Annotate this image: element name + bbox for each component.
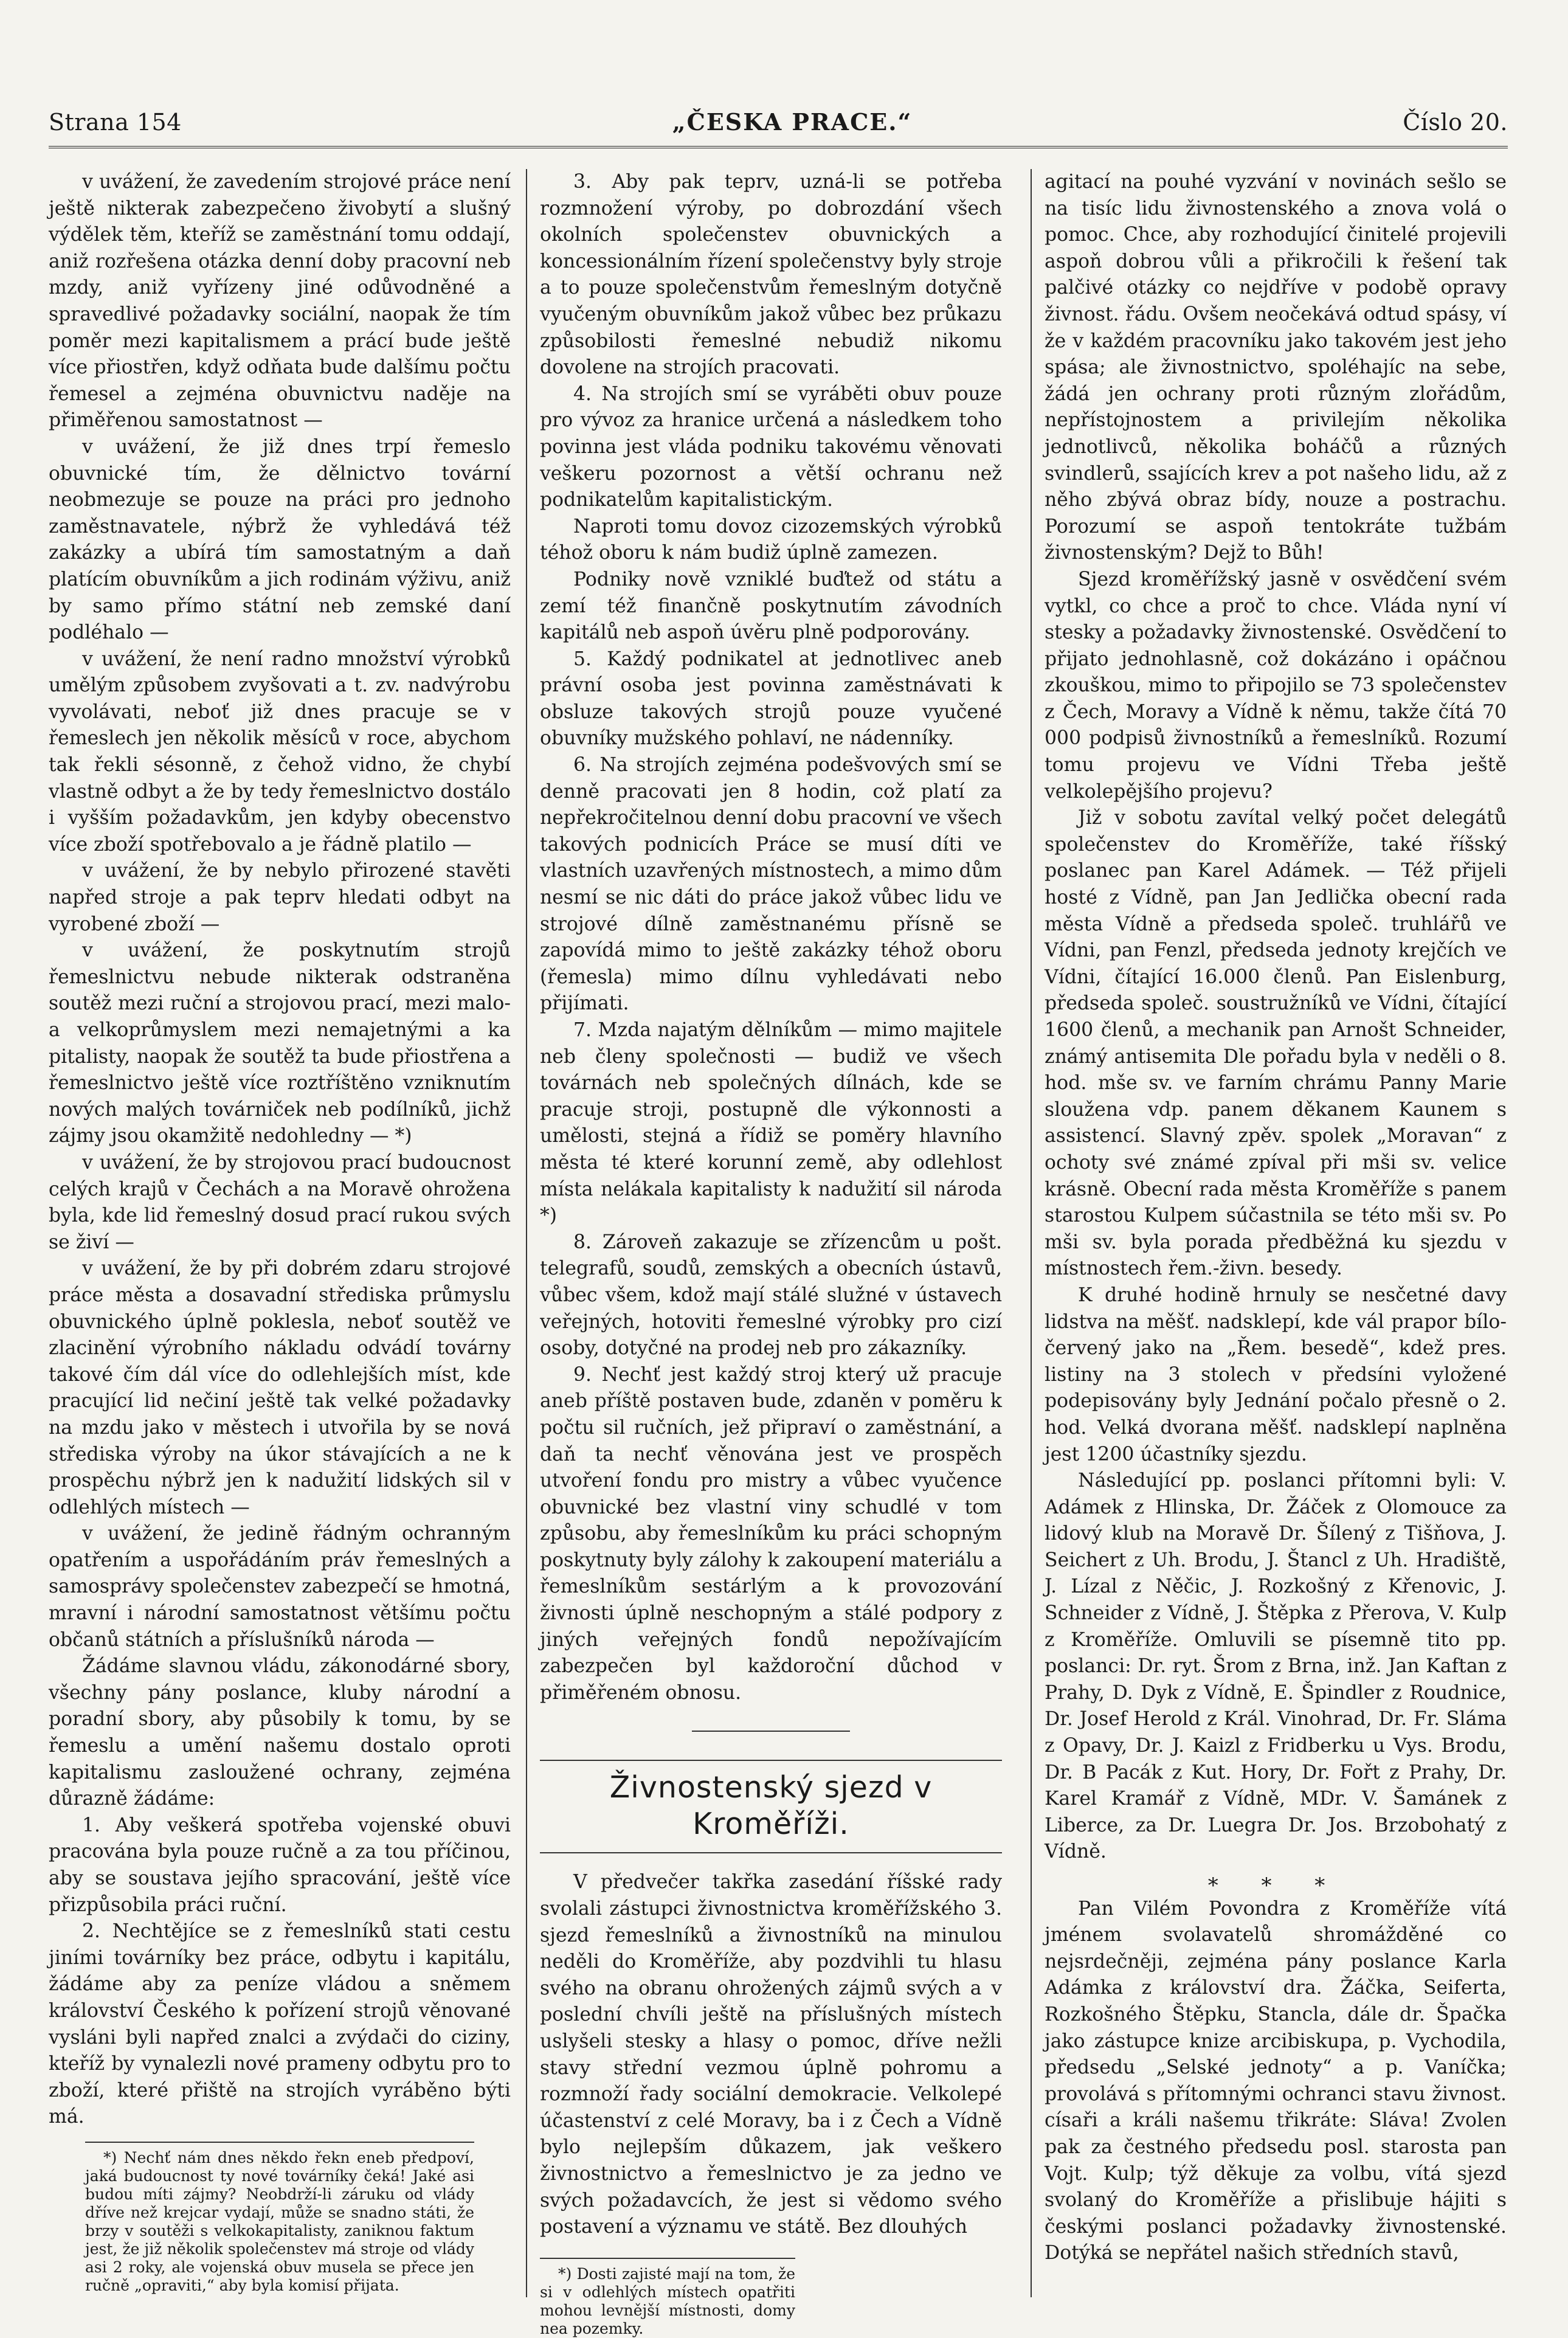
paragraph: 5. Každý podnikatel at jednotlivec aneb právní osoba jest povinna zaměstnávati k obsluze takových strojů pouze vyučené obuvníky mužského pohlaví, ne nádenníky.	[540, 648, 1002, 750]
paragraph: 6. Na strojích zejména podešvových smí se denně pracovati jen 8 hodin, což platí za nepřekročitelnou denní dobu pracovní ve všech takových podnicích Práce se musí díti ve vlastních uzavřených místnostech, a mimo dům nesmí se nic dáti do práce jakož vůbec lidu ve strojové dílně zaměstnanému přísně se zapovídá mimo to ještě zakázky téhož oboru (řemesla) mimo dílnu vyhledávati nebo přijímati.	[540, 754, 1002, 1015]
paragraph: v uvážení, že by strojovou prací budoucnost celých krajů v Čechách a na Moravě ohrožena byla, kde lid řemeslný dosud prací rukou svých se živí —	[49, 1151, 511, 1253]
paragraph: Žádáme slavnou vládu, zákonodárné sbory, všechny pány poslance, kluby národní a poradní sbory, aby působily k tomu, by se řemeslu a umění našemu dostalo oproti kapitalismu zasloužené ochrany, zejména důrazně žádáme:	[49, 1655, 511, 1810]
column-3	[1045, 169, 1507, 2267]
paragraph: 9. Nechť jest každý stroj který už pracuje aneb příště postaven bude, zdaněn v poměru k počtu sil ručních, jež připraví o zaměstnání, a daň ta nechť věnována jest ve prospěch utvoření fondu pro mistry a vůbec vyučence obuvnické bez vlastní viny schudlé v tom způsobu, aby řemeslníkům ku práci schopným poskytnuty byly zálohy k zakoupení materiálu a řemeslníkům sestárlým a k provozování živnosti úplně neschopným a stálé podpory z jiných veřejných fondů nepožívajícím zabezpečen byl každoroční důchod v přiměřeném obnosu.	[540, 1363, 1002, 1704]
header-rule	[49, 146, 1508, 148]
paragraph: v uvážení, že by nebylo přirozené stavěti napřed stroje a pak teprv hledati odbyt na vyrobené zboží —	[49, 860, 511, 935]
footnote-text: *) Dosti zajisté mají na tom, že si v odlehlých místech opatřiti mohou levnější místnosti, domy nea pozemky.	[540, 2264, 795, 2337]
paragraph: Následující pp. poslanci přítomni byli: V. Adámek z Hlinska, Dr. Žáček z Olomouce za lidový klub na Moravě Dr. Šílený z Tišňova, J. Seichert z Uh. Brodu, J. Štancl z Uh. Hradiště, J. Lízal z Něčic, J. Rozkošný z Křenovic, J. Schneider z Vídně, J. Štěpka z Přerova, V. Kulp z Kroměříže. Omluvili se písemně tito pp. poslanci: Dr. ryt. Šrom z Brna, inž. Jan Kaftan z Prahy, D. Dyk z Vídně, E. Špindler z Roudnice, Dr. Josef Herold z Král. Vinohrad, Dr. Fr. Sláma z Opavy, Dr. J. Kaizl z Fridberku u Vys. Brodu, Dr. B Pacák z Kut. Hory, Dr. Fořt z Prahy, Dr. Karel Kramář z Vídně, MDr. V. Šamánek z Liberce, za Dr. Luegra Dr. Jos. Brzobohatý z Vídně.	[1045, 1470, 1507, 1863]
page-number: Strana 154	[49, 109, 182, 136]
paragraph: v uvážení, že již dnes trpí řemeslo obuvnické tím, že dělnictvo tovární neobmezuje se pouze na práci pro jednoho zaměstnavatele, nýbrž že vyhledává též zakázky a ubírá tím samostatným a daň platícím obuvníkům a jich rodinám výživu, aniž by samo přímo státní neb zemské daní podléhalo —	[49, 435, 511, 644]
footnote	[85, 2142, 474, 2295]
column-1	[49, 169, 511, 2295]
paragraph: v uvážení, že by při dobrém zdaru strojové práce města a dosavadní střediska průmyslu obuvnického úplně poklesla, neboť soutěž ve zlacinění výrobního nákladu odvádí továrny takové čím dál více do odlehlejších míst, kde pracující lid nečiní ještě tak velké požadavky na mzdu jako v městech i utvořila by se nová střediska výroby na úkor stávajících a ne k prospěchu nýbrž jen k nadužití lidských sil v odlehlých místech —	[49, 1257, 511, 1518]
paragraph: 7. Mzda najatým dělníkům — mimo majitele neb členy společnosti — budiž ve všech továrnách neb společných dílnách, kde se pracuje stroji, postupně dle výkonnosti a umělosti, stejná a řídiž se poměry hlavního města té které korunní země, aby odlehlost místa nelákala kapitalisty k nadužití sil národa *)	[540, 1019, 1002, 1227]
paragraph: 8. Zároveň zakazuje se zřízencům u pošt. telegrafů, soudů, zemských a obecních ústavů, vůbec všem, kdož mají stálé služné v ústavech veřejných, hotoviti řemeslné výrobky pro cizí osoby, dotyčné na prodej neb pro zákazníky.	[540, 1231, 1002, 1360]
paragraph: v uvážení, že jedině řádným ochranným opatřením a uspořádáním práv řemeslných a samosprávy společenstev zabezpečí se hmotná, mravní i národní samostatnost většímu počtu občanů státních a příslušníků národa —	[49, 1523, 511, 1651]
footnote	[540, 2258, 795, 2338]
section-separator	[692, 1731, 850, 1732]
paragraph: agitací na pouhé vyzvání v novinách sešlo se na tisíc lidu živnostenského a znova volá o pomoc. Chce, aby rozhodující činitelé projevili aspoň dobrou vůli a přikročili k řešení tak palčivé otázky co nejdříve v podobě opravy živnost. řádu. Ovšem neočekává odtud spásy, ví že v každém pracovníku jako takovém jest jeho spása; ale živnostnictvo, spoléhajíc na sebe, žádá jen ochrany proti různým zlořádům, nepřístojnostem a privilejím několika jednotlivců, několika boháčů a různých svindlerů, ssajících krev a pot našeho lidu, až z něho zbývá obraz bídy, nouze a postrachu. Porozumí se aspoň tentokráte tužbám živnostenským? Dejž to Bůh!	[1045, 171, 1507, 564]
column-divider	[1031, 169, 1032, 2297]
paragraph: 2. Nechtějíce se z řemeslníků stati cestu jiními továrníky bez práce, odbytu i kapitálu, žádáme aby za peníze vládou a sněmem království Českého k pořízení strojů věnované vysláni byli napřed znalci a zvýdači do ciziny, kteříž by vynalezli nové prameny odbytu pro to zboží, které přiště na strojích vyráběno býti má.	[49, 1920, 511, 2128]
paragraph: Podniky nově vzniklé buďtež od státu a zemí též finančně poskytnutím závodních kapitálů neb aspoň úvěru plně podporovány.	[540, 568, 1002, 644]
paragraph: v uvážení, že zavedením strojové práce není ještě nikterak zabezpečeno živobytí a slušný výdělek těm, kteříž se zaměstnání tomu oddají, aniž rozřešena otázka denní doby pracovní neb mzdy, aniž vyřízeny jiné odůvodněné a spravedlivé požadavky sociální, naopak že tím poměr mezi kapitalismem a prácí bude ještě více přiostřen, když odňata bude dalšímu počtu řemesel a zejména obuvnictvu naděje na přiměřenou samostatnost —	[49, 171, 511, 432]
paragraph: Naproti tomu dovoz cizozemských výrobků téhož oboru k nám budiž úplně zamezen.	[540, 515, 1002, 564]
paragraph: Již v sobotu zavítal velký počet delegátů společenstev do Kroměříže, také říšský poslanec pan Karel Adámek. — Též přijeli hosté z Vídně, pan Jan Jedlička obecní rada města Vídně a předseda společ. truhlářů ve Vídni, pan Fenzl, předseda jednoty krejčích ve Vídni, čítající 16.000 členů. Pan Eislenburg, předseda společ. soustružníků ve Vídni, čítající 1600 členů, a mechanik pan Arnošt Schneider, známý antisemita Dle pořadu byla v neděli o 8. hod. mše sv. ve farním chrámu Panny Marie sloužena vdp. panem děkanem Kaunem s assistencí. Slavný zpěv. spolek „Moravan“ z ochoty své známé zpíval při mši sv. velice krásně. Obecní rada města Kroměříže s panem starostou Kulpem súčastnila se této mši sv. Po mši sv. byla porada předběžná ku sjezdu v místnostech řem.-živn. besedy.	[1045, 807, 1507, 1280]
column-divider	[526, 169, 527, 2297]
paragraph: v uvážení, že poskytnutím strojů řemeslnictvu nebude nikterak odstraněna soutěž mezi ruční a strojovou prací, mezi malo- a velkoprůmyslem mezi nemajetnými a ka pitalisty, naopak že soutěž ta bude přiostřena a řemeslnictvo ještě více roztříštěno vzniknutím nových malých továrniček neb podílníků, jichž zájmy jsou okamžitě nedohledny — *)	[49, 939, 511, 1147]
column-2	[540, 169, 1002, 2338]
footnote-text: *) Nechť nám dnes někdo řekn eneb předpoví, jaká budoucnost ty nové továrníky čeká! Jaké asi budou míti zájmy? Neobdrží-li záruku od vlády dříve než krejcar vydají, může se snadno státi, že brzy v soutěži s velkokapitalisty, zaniknou faktum jest, že již několik společenstev má stroje od vlády asi 2 roky, ale vojenská obuv musela se přece jen ručně „opraviti,“ aby byla komisí přijata.	[85, 2148, 474, 2294]
paragraph: Sjezd kroměřížský jasně v osvědčení svém vytkl, co chce a proč to chce. Vláda nyní ví stesky a požadavky živnostenské. Osvědčení to přijato jednohlasně, což dokázáno i opáčnou zkouškou, mimo to připojilo se 73 společenstev z Čech, Moravy a Vídně k němu, takže čítá 70 000 podpisů živnostníků a řemeslníků. Rozumí tomu projevu ve Vídni Třeba ještě velkolepějšího projevu?	[1045, 568, 1507, 803]
paragraph: K druhé hodině hrnuly se nesčetné davy lidstva na měšť. nadsklepí, kde vál prapor bílo-červený jako na „Řem. besedě“, kdež pres. listiny na 3 stolech v předsíni vyložené podepisovány byly Jednání počalo přesně o 2. hod. Velká dvorana měšť. nadsklepí naplněna jest 1200 účastníky sjezdu.	[1045, 1284, 1507, 1465]
paragraph: v uvážení, že není radno množství výrobků umělým způsobem zvyšovati a t. zv. nadvýrobu vyvolávati, neboť již dnes pracuje se v řemeslech jen několik měsíců v roce, abychom tak řekli sésonně, z čehož vidno, že chybí vlastně odbyt a že by tedy řemeslnictvo dostálo i vyšším požadavkům, jen kdyby obecenstvo více zboží spotřebovalo a je řádně platilo —	[49, 648, 511, 856]
masthead-title: „ČESKA PRACE.“	[672, 108, 913, 136]
paragraph: 3. Aby pak teprv, uzná-li se potřeba rozmnožení výroby, po dobrozdání všech okolních společenstev obuvnických a koncessionálním řízení společenstvy byly stroje a to pouze společenstvům řemeslným dotyčně vyučeným obuvníkům jakož vůbec bez průkazu způsobilosti řemeslné nebudiž nikomu dovolene na strojích pracovati.	[540, 171, 1002, 379]
page-header	[49, 108, 1508, 145]
paragraph: Pan Vilém Povondra z Kroměříže vítá jménem svolavatelů shromážděné co nejsrdečněji, zejména pány poslance Karla Adámka z království dra. Žáčka, Seiferta, Rozkošného Štěpku, Stancla, dále dr. Špačka jako zástupce knize arcibiskupa, p. Vychodila, předsedu „Selské jednoty“ a p. Vaníčka; provolává s přítomnými ochranci stavu živnost. císaři a králi našemu třikráte: Sláva! Zvolen pak za čestného předsedu posl. starosta pan Vojt. Kulp; týž děkuje za volbu, vítá sjezd svolaný do Kroměříže a přislibuje hájiti s českými poslanci požadavky živnostenské. Dotýká se nepřátel našich středních stavů,	[1045, 1897, 1507, 2264]
paragraph: 4. Na strojích smí se vyráběti obuv pouze pro vývoz za hranice určená a následkem toho povinna jest vláda podniku takovému věnovati veškeru pozornost a větší ochranu než podnikatelům kapitalistickým.	[540, 382, 1002, 511]
article-heading: Živnostenský sjezd v Kroměříži.	[540, 1760, 1002, 1853]
paragraph: 1. Aby veškerá spotřeba vojenské obuvi pracována byla pouze ručně a za tou příčinou, aby se soustava jejího spracování, ještě více přizpůsobila práci ruční.	[49, 1814, 511, 1916]
section-stars: * * *	[1207, 1873, 1344, 1898]
paragraph: V předvečer takřka zasedání říšské rady svolali zástupci živnostnictva kroměřížského 3. sjezd řemeslníků a živnostníků na minulou neděli do Kroměříže, aby pozdvihli tu hlasu svého na obranu ohrožených zájmů svých a v poslední chvíli ještě na příslušných místech uslyšeli stesky a hlasy o pomoc, dříve nežli stavy střední vezmou úplně pohromu a rozmnoží řady sociální demokracie. Velkolepé účastenství z celé Moravy, ba i z Čech a Vídně bylo nejlepším důkazem, jak veškero živnostnictvo a řemeslnictvo je za jedno ve svých požadavcích, že jest si vědomo svého postavení a významu ve státě. Bez dlouhých	[540, 1871, 1002, 2238]
issue-number: Číslo 20.	[1403, 109, 1508, 136]
